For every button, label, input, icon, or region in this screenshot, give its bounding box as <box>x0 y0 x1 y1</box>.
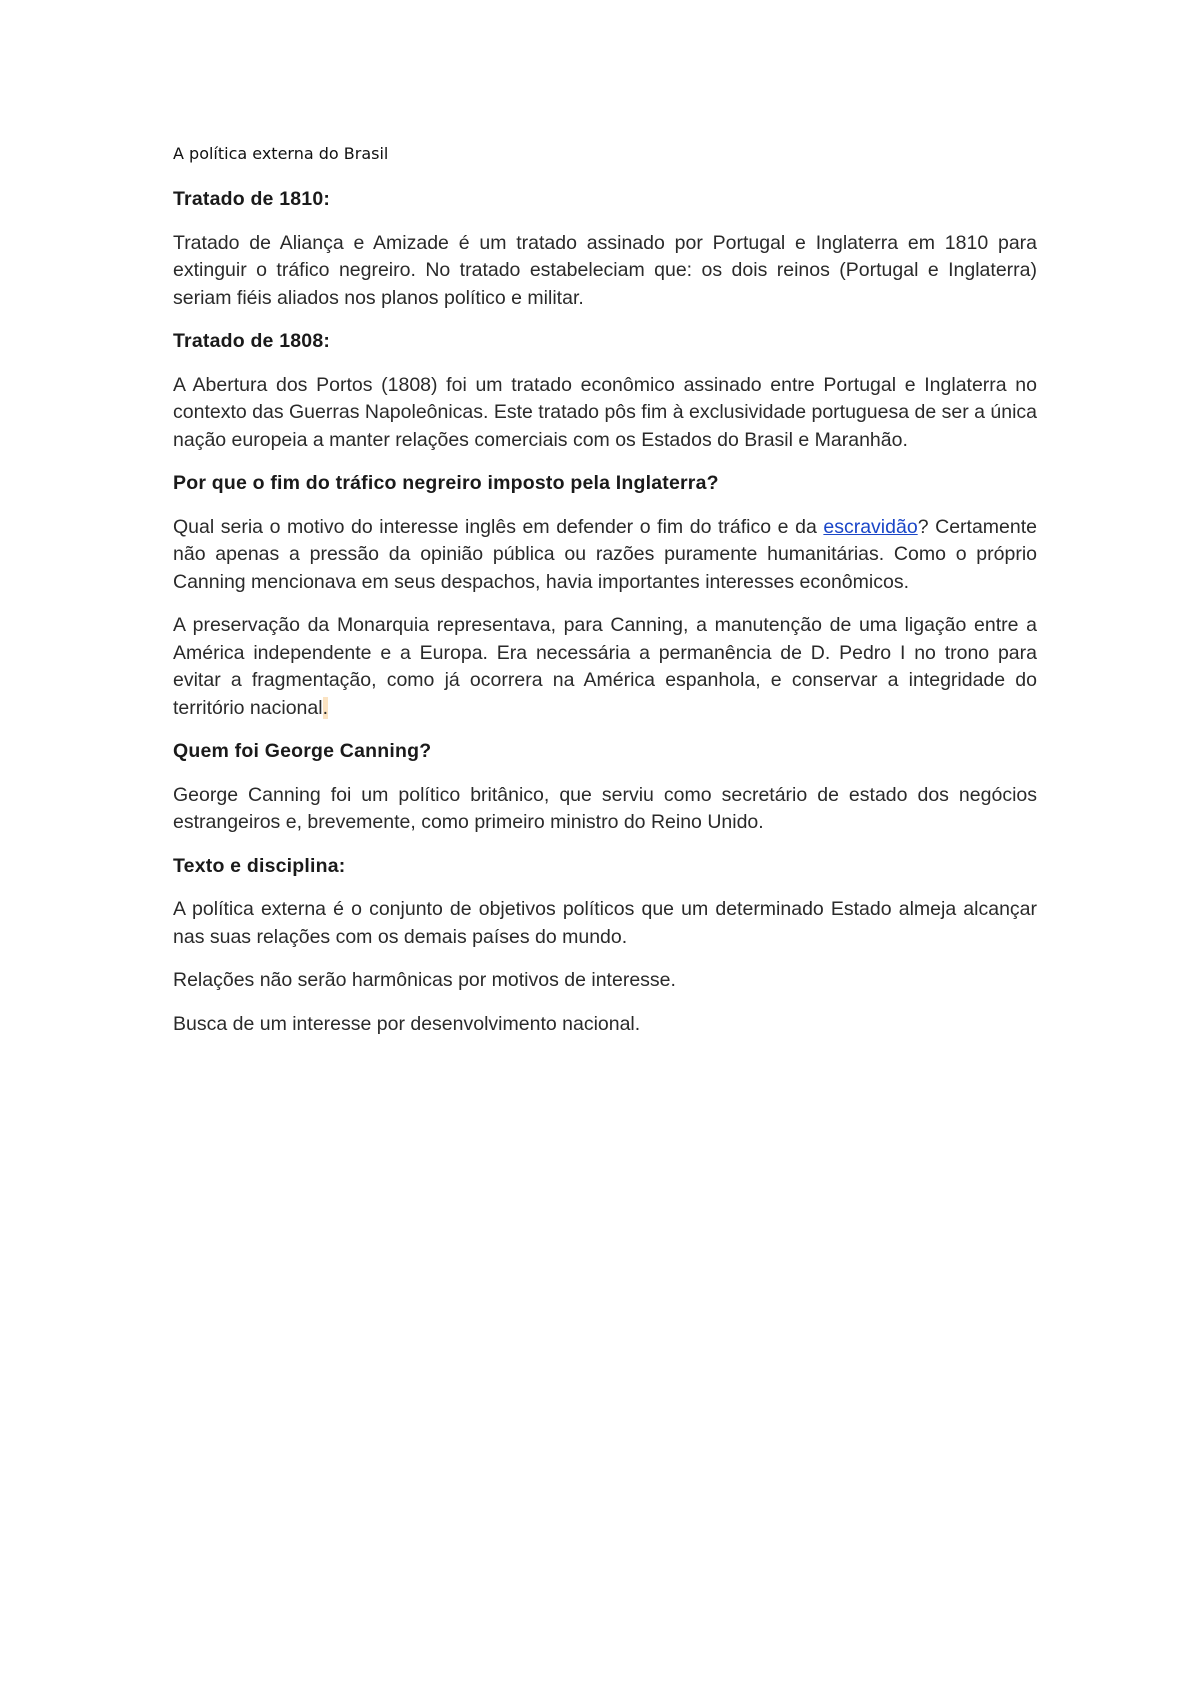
section-heading-tratado-1810: Tratado de 1810: <box>173 188 331 210</box>
paragraph-tratado-1808: A Abertura dos Portos (1808) foi um tratado econômico assinado entre Portugal e Inglaterra no contexto das Guerras Napoleônicas. Este tratado pôs fim à exclusividade portuguesa de ser a única nação europeia a manter relações comerciais com os Estados do Brasil e Maranhão. <box>173 373 1037 451</box>
document-body <box>173 142 1037 1054</box>
paragraph-tratado-1810: Tratado de Aliança e Amizade é um tratado assinado por Portugal e Inglaterra em 1810 para extinguir o tráfico negreiro. No tratado estabeleciam que: os dois reinos (Portugal e Inglaterra) seriam fiéis aliados nos planos político e militar. <box>173 231 1037 309</box>
section-heading-tratado-1808: Tratado de 1808: <box>173 330 331 352</box>
escravidao-link[interactable]: escravidão <box>823 515 918 538</box>
document-title: A política externa do Brasil <box>173 144 389 163</box>
paragraph-desenvolvimento: Busca de um interesse por desenvolvimento nacional. <box>173 1012 641 1035</box>
paragraph-text: A preservação da Monarquia representava, para Canning, a manutenção de uma ligação entre a América independente e a Europa. Era necessária a permanência de D. Pedro I no trono para evitar a fragmentação, como já ocorrera na América espanhola, e conservar a integridade do território nacional <box>173 614 1037 719</box>
section-heading-texto-disciplina: Texto e disciplina: <box>173 854 346 877</box>
highlighted-period: . <box>322 696 328 719</box>
paragraph-relacoes: Relações não serão harmônicas por motivos de interesse. <box>173 969 676 991</box>
paragraph-text-after-link: ? Certamente não apenas a pressão da opinião pública ou razões puramente humanitárias. Como o próprio Canning mencionava em seus despachos, havia importantes interesses econômicos. <box>173 515 1037 593</box>
section-heading-fim-trafico: Por que o fim do tráfico negreiro imposto pela Inglaterra? <box>173 472 719 494</box>
paragraph-politica-externa: A política externa é o conjunto de objetivos políticos que um determinado Estado almeja alcançar nas suas relações com os demais países do mundo. <box>173 898 1037 948</box>
paragraph-motivo-interesse <box>173 514 1037 597</box>
paragraph-preservacao-monarquia <box>173 612 1037 722</box>
paragraph-george-canning: George Canning foi um político britânico, que serviu como secretário de estado dos negócios estrangeiros e, brevemente, como primeiro ministro do Reino Unido. <box>173 783 1037 833</box>
paragraph-text-before-link: Qual seria o motivo do interesse inglês em defender o fim do tráfico e da <box>173 515 824 538</box>
section-heading-george-canning: Quem foi George Canning? <box>173 740 432 762</box>
